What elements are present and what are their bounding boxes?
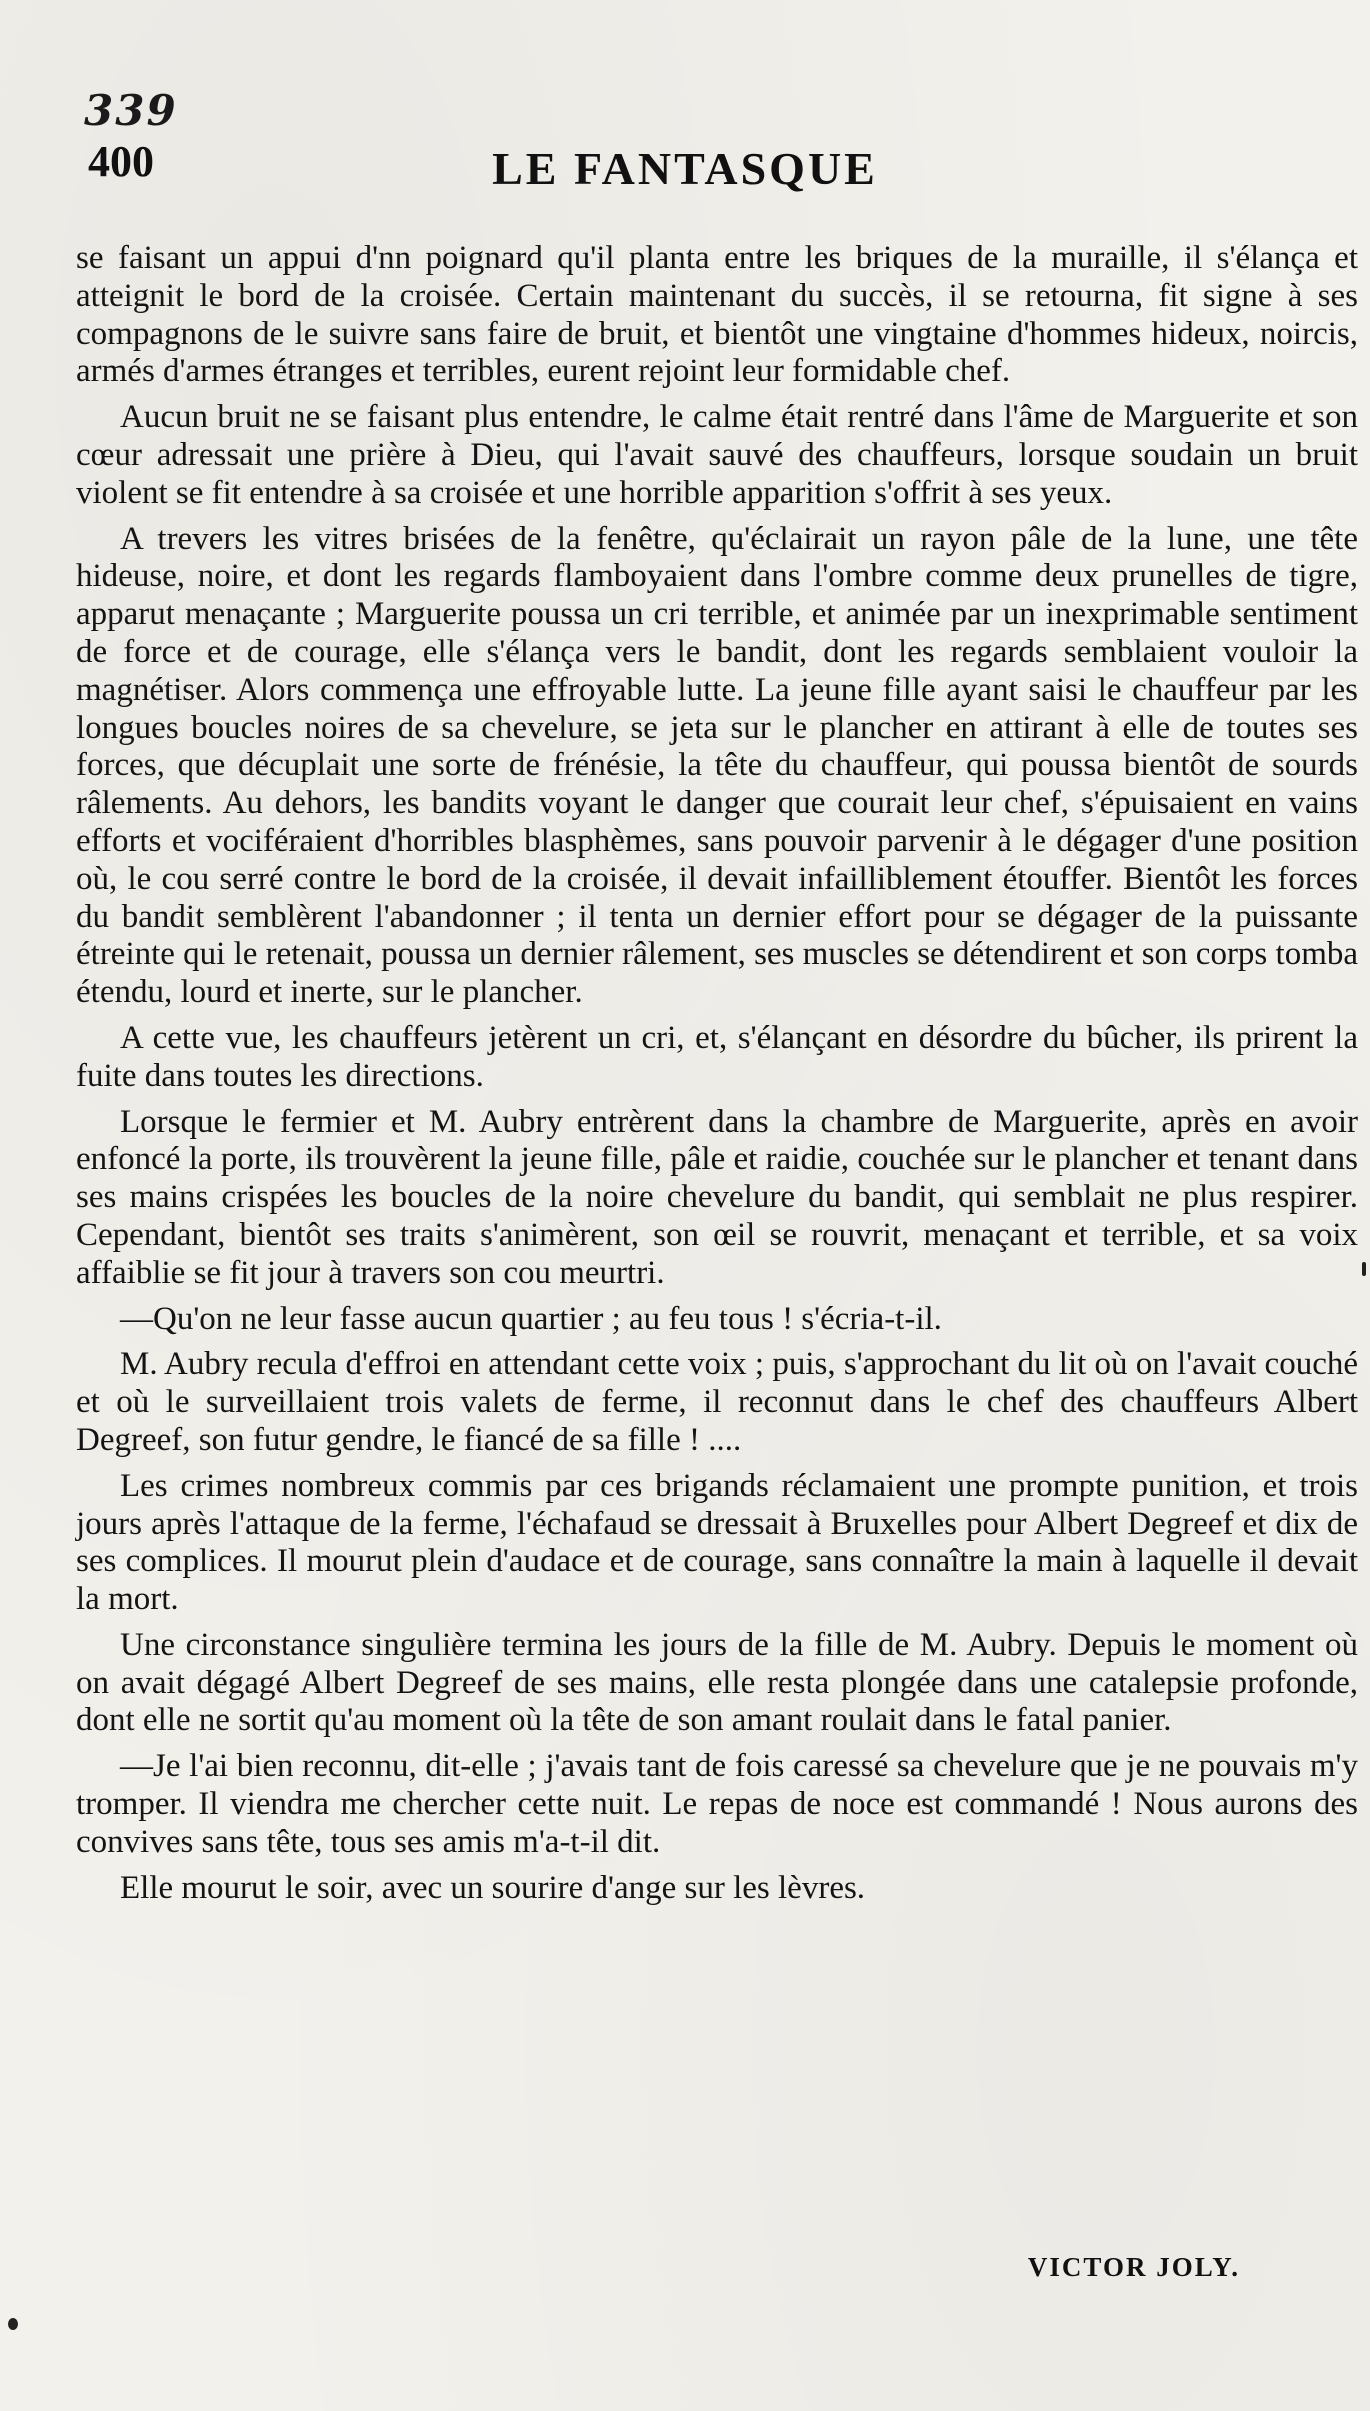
ink-speck <box>1362 1262 1366 1276</box>
paragraph-10: —Je l'ai bien reconnu, dit-elle ; j'avais tant de fois caressé sa chevelure que je ne pouvais m'y tromper. Il viendra me chercher cette nuit. Le repas de noce est commandé ! Nous aurons des convives sans tête, tous ses amis m'a-t-il dit. <box>76 1748 1358 1860</box>
paragraph-1: se faisant un appui d'nn poignard qu'il planta entre les briques de la muraille, il s'élança et atteignit le bord de la croisée. Certain maintenant du succès, il se retourna, fit signe à ses compagnons de le suivre sans faire de bruit, et bientôt une vingtaine d'hommes hideux, noircis, armés d'armes étranges et terribles, eurent rejoint leur formidable chef. <box>76 240 1358 390</box>
ink-speck <box>8 2318 18 2330</box>
article-body <box>76 240 1358 1915</box>
paragraph-7: M. Aubry recula d'effroi en attendant cette voix ; puis, s'approchant du lit où on l'avait couché et où le surveillaient trois valets de ferme, il reconnut dans le chef des chauffeurs Albert Degreef, son futur gendre, le fiancé de sa fille ! .... <box>76 1346 1358 1458</box>
paragraph-11: Elle mourut le soir, avec un sourire d'ange sur les lèvres. <box>120 1869 866 1906</box>
paragraph-2: Aucun bruit ne se faisant plus entendre, le calme était rentré dans l'âme de Marguerite et son cœur adressait une prière à Dieu, qui l'avait sauvé des chauffeurs, lorsque soudain un bruit violent se fit entendre à sa croisée et une horrible apparition s'offrit à ses yeux. <box>76 399 1358 511</box>
paragraph-6: —Qu'on ne leur fasse aucun quartier ; au feu tous ! s'écria-t-il. <box>120 1300 942 1337</box>
printed-page-number: 400 <box>88 137 154 186</box>
paragraph-9: Une circonstance singulière termina les jours de la fille de M. Aubry. Depuis le moment où on avait dégagé Albert Degreef de ses mains, elle resta plongée dans une catalepsie profonde, dont elle ne sortit qu'au moment où la tête de son amant roulait dans le fatal panier. <box>76 1626 1358 1739</box>
running-head-title: LE FANTASQUE <box>492 143 878 194</box>
paragraph-3: A trevers les vitres brisées de la fenêtre, qu'éclairait un rayon pâle de la lune, une tête hideuse, noire, et dont les regards flamboyaient dans l'ombre comme deux prunelles de tigre, apparut menaçante ; Marguerite poussa un cri terrible, et animée par un inexprimable sentiment de force et de courage, elle s'élança vers le bandit, dont les regards semblaient vouloir la magnétiser. Alors commença une effroyable lutte. La jeune fille ayant saisi le chauffeur par les longues boucles noires de sa chevelure, se jeta sur le plancher en attirant à elle de toutes ses forces, que décuplait une sorte de frénésie, la tête du chauffeur, qui poussa bientôt de sourds râlements. Au dehors, les bandits voyant le danger que courait leur chef, s'épuisaient en vains efforts et vociféraient d'horribles blasphèmes, sans pouvoir parvenir à le dégager d'une position où, le cou serré contre le bord de la croisée, il devait infailliblement étouffer. Bientôt les forces du bandit semblèrent l'abandonner ; il tenta un dernier effort pour se dégager de la puissante étreinte qui le retenait, poussa un dernier râlement, ses muscles se détendirent et son corps tomba étendu, lourd et inerte, sur le plancher. <box>76 520 1359 1011</box>
author-signature: VICTOR JOLY. <box>1027 2252 1240 2282</box>
handwritten-page-number: 339 <box>84 86 178 135</box>
paragraph-5: Lorsque le fermier et M. Aubry entrèrent dans la chambre de Marguerite, après en avoir enfoncé la porte, ils trouvèrent la jeune fille, pâle et raidie, couchée sur le plancher et tenant dans ses mains crispées les boucles de la noire chevelure du bandit, qui semblait ne plus respirer. Cependant, bientôt ses traits s'animèrent, son œil se rouvrit, menaçant et terrible, et sa voix affaiblie se fit jour à travers son cou meurtri. <box>76 1103 1358 1291</box>
paragraph-4: A cette vue, les chauffeurs jetèrent un cri, et, s'élançant en désordre du bûcher, ils prirent la fuite dans toutes les directions. <box>76 1019 1358 1094</box>
paragraph-8: Les crimes nombreux commis par ces brigands réclamaient une prompte punition, et trois jours après l'attaque de la ferme, l'échafaud se dressait à Bruxelles pour Albert Degreef et dix de ses complices. Il mourut plein d'audace et de courage, sans connaître la main à laquelle il devait la mort. <box>76 1467 1358 1618</box>
